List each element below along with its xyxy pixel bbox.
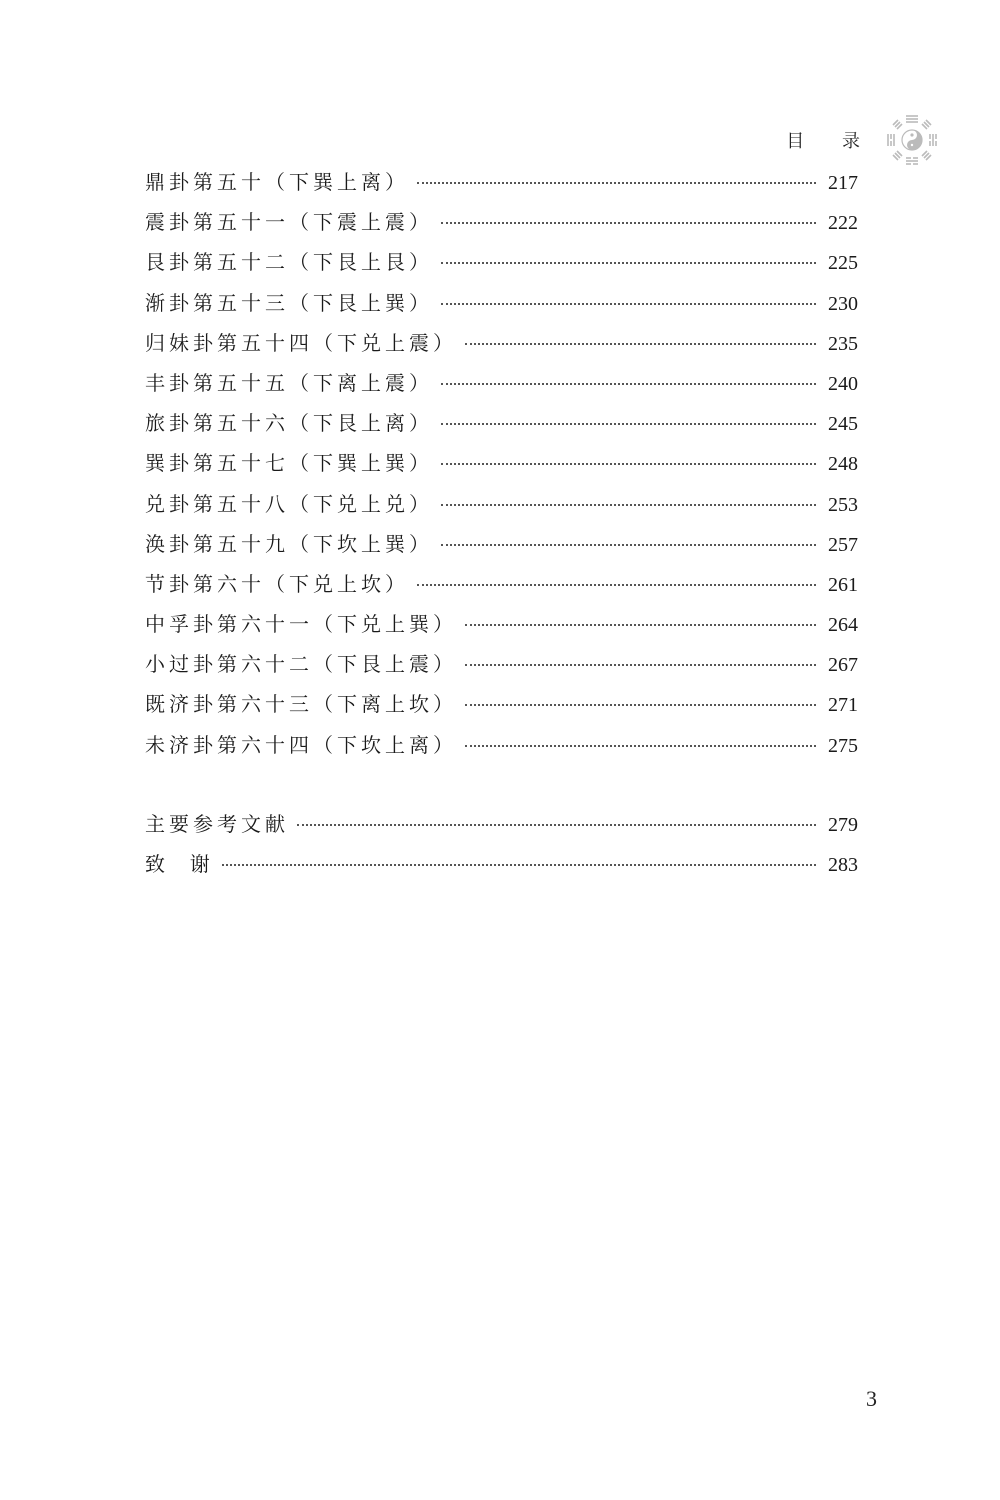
dot-leader (465, 343, 816, 345)
toc-entry-page: 279 (828, 814, 858, 836)
dot-leader (441, 463, 816, 465)
toc-entry-page: 271 (828, 694, 858, 717)
dot-leader (417, 584, 816, 586)
toc-entry-title: 鼎卦第五十（下巽上离） (145, 170, 409, 194)
bagua-taiji-icon (884, 112, 940, 168)
toc-entry-page: 253 (828, 493, 858, 516)
toc-entry[interactable] (145, 648, 858, 688)
toc-entry-page: 261 (828, 573, 858, 596)
toc-entry-page: 245 (828, 413, 858, 436)
toc-entry[interactable] (145, 848, 858, 888)
toc-entry-title: 中孚卦第六十一（下兑上巽） (145, 612, 457, 637)
toc-entry-title: 渐卦第五十三（下艮上巽） (145, 290, 433, 315)
toc-entry-page: 248 (828, 453, 858, 476)
page-header (786, 112, 940, 168)
toc-entry-title: 震卦第五十一（下震上震） (145, 210, 433, 235)
table-of-contents-back-matter (145, 808, 858, 888)
toc-entry-page: 240 (828, 372, 858, 395)
toc-entry-page: 257 (828, 533, 858, 556)
toc-entry[interactable] (145, 246, 858, 286)
dot-leader (441, 544, 816, 546)
toc-entry-title: 丰卦第五十五（下离上震） (145, 370, 433, 395)
toc-entry[interactable] (145, 206, 858, 246)
toc-entry-title: 兑卦第五十八（下兑上兑） (145, 491, 433, 516)
toc-entry-page: 235 (828, 332, 858, 355)
toc-entry-title: 主要参考文献 (145, 812, 289, 836)
page-title: 目 录 (786, 131, 876, 152)
toc-entry-title: 未济卦第六十四（下坎上离） (145, 732, 457, 757)
toc-entry-page: 222 (828, 212, 858, 235)
toc-entry[interactable] (145, 407, 858, 447)
toc-entry-page: 225 (828, 252, 858, 275)
toc-entry[interactable] (145, 327, 858, 367)
dot-leader (441, 383, 816, 385)
dot-leader (465, 624, 816, 626)
dot-leader (441, 222, 816, 224)
toc-entry-title: 艮卦第五十二（下艮上艮） (145, 250, 433, 275)
toc-entry[interactable] (145, 447, 858, 487)
dot-leader (417, 182, 816, 184)
dot-leader (465, 745, 816, 747)
toc-entry-title: 巽卦第五十七（下巽上巽） (145, 451, 433, 476)
toc-entry-title: 小过卦第六十二（下艮上震） (145, 652, 457, 677)
dot-leader (441, 423, 816, 425)
toc-entry[interactable] (145, 608, 858, 648)
page-number: 3 (866, 1386, 877, 1411)
toc-entry[interactable] (145, 808, 858, 848)
toc-entry-page: 217 (828, 172, 858, 194)
dot-leader (297, 824, 816, 826)
toc-entry[interactable] (145, 568, 858, 608)
toc-entry-page: 264 (828, 614, 858, 637)
dot-leader (222, 864, 816, 866)
toc-entry-title: 既济卦第六十三（下离上坎） (145, 692, 457, 717)
dot-leader (441, 303, 816, 305)
toc-entry[interactable] (145, 287, 858, 327)
toc-entry[interactable] (145, 166, 858, 206)
toc-entry[interactable] (145, 367, 858, 407)
toc-entry-page: 283 (828, 854, 858, 877)
toc-entry-page: 275 (828, 734, 858, 757)
toc-entry-title: 节卦第六十（下兑上坎） (145, 571, 409, 596)
dot-leader (465, 704, 816, 706)
dot-leader (441, 262, 816, 264)
toc-entry-title: 涣卦第五十九（下坎上巽） (145, 531, 433, 556)
table-of-contents (145, 166, 858, 769)
toc-entry[interactable] (145, 729, 858, 769)
toc-entry-title: 旅卦第五十六（下艮上离） (145, 411, 433, 436)
toc-entry-page: 230 (828, 292, 858, 315)
toc-entry-page: 267 (828, 654, 858, 677)
toc-entry[interactable] (145, 688, 858, 728)
toc-entry[interactable] (145, 528, 858, 568)
dot-leader (441, 504, 816, 506)
dot-leader (465, 664, 816, 666)
toc-entry-title: 归妹卦第五十四（下兑上震） (145, 330, 457, 355)
toc-entry-title: 致 谢 (145, 852, 214, 877)
toc-entry[interactable] (145, 488, 858, 528)
